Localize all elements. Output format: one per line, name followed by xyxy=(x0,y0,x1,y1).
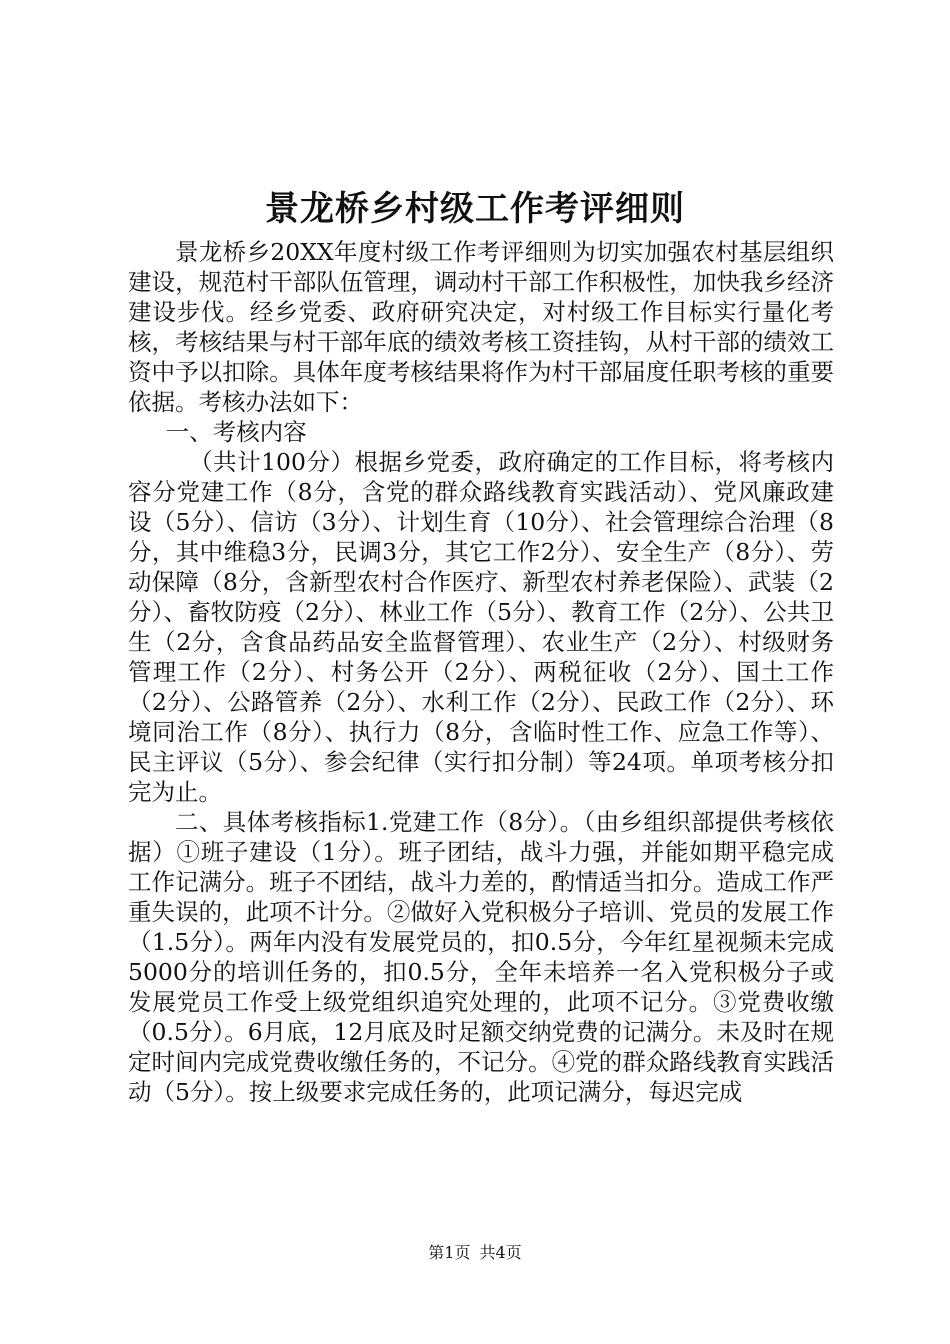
page-total: 共4页 xyxy=(479,1243,522,1262)
document-body xyxy=(128,237,834,1107)
section-heading-assessment-content: 一、考核内容 xyxy=(165,418,307,446)
specific-indicators-paragraph: 二、具体考核指标1.党建工作（8分）。（由乡组织部提供考核依据）①班子建设（1分）。班子团结，战斗力强，并能如期平稳完成工作记满分。班子不团结，战斗力差的，酌情适当扣分。造成工作严重失误的，此项不计分。②做好入党积极分子培训、党员的发展工作（1.5分）。两年内没有发展党员的，扣0.5分，今年红星视频未完成5000分的培训任务的，扣0.5分，全年未培养一名入党积极分子或发展党员工作受上级党组织追究处理的，此项不记分。③党费收缴（0.5分）。6月底，12月底及时足额交纳党费的记满分。未及时在规定时间内完成党费收缴任务的，不记分。④党的群众路线教育实践活动（5分）。按上级要求完成任务的，此项记满分，每迟完成 xyxy=(128,808,834,1106)
assessment-content-paragraph: （共计100分）根据乡党委，政府确定的工作目标，将考核内容分党建工作（8分，含党的群众路线教育实践活动）、党风廉政建设（5分）、信访（3分）、计划生育（10分）、社会管理综合治理（8分，其中维稳3分，民调3分，其它工作2分）、安全生产（8分）、劳动保障（8分，含新型农村合作医疗、新型农村养老保险）、武装（2分）、畜牧防疫（2分）、林业工作（5分）、教育工作（2分）、公共卫生（2分，含食品药品安全监督管理）、农业生产（2分）、村级财务管理工作（2分）、村务公开（2分）、两税征收（2分）、国土工作（2分）、公路管养（2分）、水利工作（2分）、民政工作（2分）、环境同治工作（8分）、执行力（8分，含临时性工作、应急工作等）、民主评议（5分）、参会纪律（实行扣分制）等24项。单项考核分扣完为止。 xyxy=(128,448,834,806)
document-title: 景龙桥乡村级工作考评细则 xyxy=(265,189,685,229)
page-number: 第1页 xyxy=(428,1243,471,1262)
page-footer xyxy=(0,1242,950,1264)
intro-paragraph: 景龙桥乡20XX年度村级工作考评细则为切实加强农村基层组织建设，规范村干部队伍管理，调动村干部工作积极性，加快我乡经济建设步伐。经乡党委、政府研究决定，对村级工作目标实行量化考核，考核结果与村干部年底的绩效考核工资挂钩，从村干部的绩效工资中予以扣除。具体年度考核结果将作为村干部届度任职考核的重要依据。考核办法如下： xyxy=(128,238,834,416)
